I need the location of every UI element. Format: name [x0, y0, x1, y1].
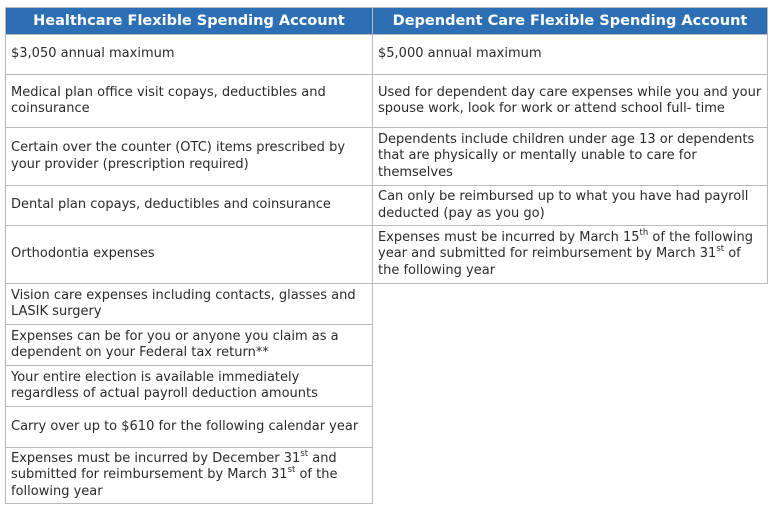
healthcare-cell: Expenses must be incurred by December 31st and submitted for reimbursement by March 31st of the following year — [6, 448, 373, 504]
table-row — [6, 75, 768, 128]
fsa-comparison-table — [5, 7, 768, 504]
healthcare-cell: Vision care expenses including contacts, glasses and LASIK surgery — [6, 284, 373, 325]
dependent-cell: Can only be reimbursed up to what you have had payroll deducted (pay as you go) — [373, 186, 768, 226]
dependent-cell: Expenses must be incurred by March 15th of the following year and submitted for reimbursement by March 31st of the following year — [373, 226, 768, 284]
healthcare-cell: Carry over up to $610 for the following calendar year — [6, 407, 373, 448]
healthcare-cell: Your entire election is available immediately regardless of actual payroll deduction amounts — [6, 366, 373, 407]
table-row — [6, 448, 768, 504]
table-row — [6, 128, 768, 186]
table-row — [6, 186, 768, 226]
empty-cell — [373, 325, 768, 366]
empty-cell — [373, 284, 768, 325]
table-row — [6, 325, 768, 366]
healthcare-cell: Orthodontia expenses — [6, 226, 373, 284]
empty-cell — [373, 448, 768, 504]
table-row — [6, 407, 768, 448]
dependent-cell: Dependents include children under age 13 or dependents that are physically or mentally unable to care for themselves — [373, 128, 768, 186]
empty-cell — [373, 366, 768, 407]
healthcare-fsa-header: Healthcare Flexible Spending Account — [6, 8, 373, 35]
dependent-cell: $5,000 annual maximum — [373, 35, 768, 75]
empty-cell — [373, 407, 768, 448]
healthcare-cell: Expenses can be for you or anyone you claim as a dependent on your Federal tax return** — [6, 325, 373, 366]
table-row — [6, 35, 768, 75]
healthcare-cell: $3,050 annual maximum — [6, 35, 373, 75]
healthcare-cell: Dental plan copays, deductibles and coinsurance — [6, 186, 373, 226]
table-row — [6, 226, 768, 284]
table-row — [6, 366, 768, 407]
dependent-care-fsa-header: Dependent Care Flexible Spending Account — [373, 8, 768, 35]
dependent-cell: Used for dependent day care expenses while you and your spouse work, look for work or attend school full- time — [373, 75, 768, 128]
healthcare-cell: Medical plan office visit copays, deductibles and coinsurance — [6, 75, 373, 128]
healthcare-cell: Certain over the counter (OTC) items prescribed by your provider (prescription required) — [6, 128, 373, 186]
table-header-row — [6, 8, 768, 35]
table-row — [6, 284, 768, 325]
